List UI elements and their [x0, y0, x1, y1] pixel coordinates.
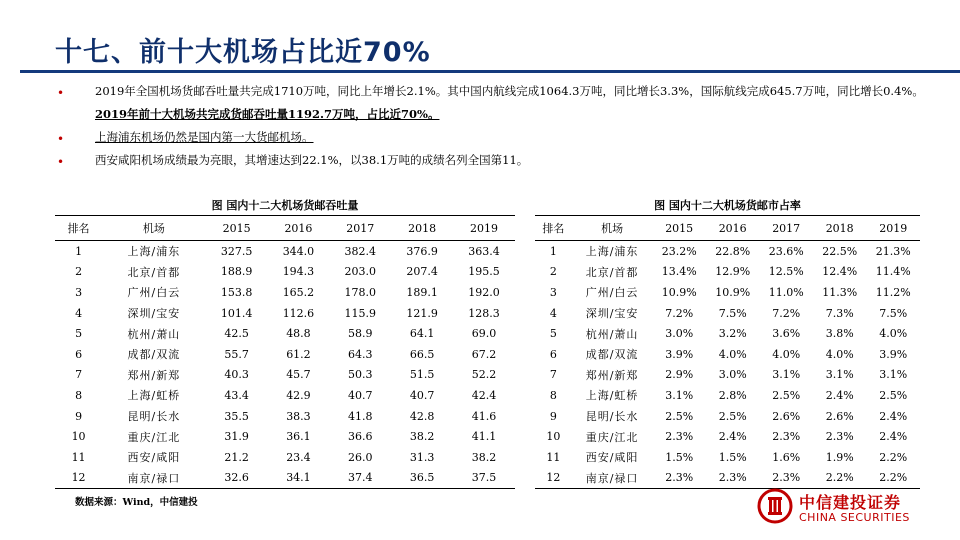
value-cell: 36.5 [391, 468, 453, 489]
value-cell: 178.0 [344, 285, 377, 299]
table-row [535, 365, 920, 386]
value-cell: 2.3% [825, 430, 854, 444]
rank-cell: 6 [549, 347, 557, 361]
rank-cell: 8 [75, 388, 83, 402]
airport-name-cell: 昆明/长水 [127, 410, 181, 424]
table-row [55, 303, 515, 324]
table-row [55, 323, 515, 344]
table-caption: 图 国内十二大机场货邮市占率 [654, 199, 801, 212]
value-cell: 12.5% [768, 265, 804, 279]
value-cell: 23.6% [768, 244, 804, 258]
value-cell: 1.9% [825, 450, 854, 464]
value-cell: 2.5% [879, 388, 908, 402]
value-cell: 66.5 [409, 347, 435, 361]
column-header: 2019 [866, 216, 920, 241]
value-cell: 189.1 [406, 285, 438, 299]
value-cell: 2.3% [759, 468, 813, 489]
rank-cell: 10 [546, 430, 561, 444]
table-row [535, 262, 920, 283]
value-cell: 11.2% [875, 285, 911, 299]
rank-cell: 2 [549, 265, 557, 279]
value-cell: 67.2 [471, 347, 497, 361]
table-row [55, 365, 515, 386]
value-cell: 1.5% [718, 450, 747, 464]
table-row [55, 344, 515, 365]
value-cell: 2.2% [866, 468, 920, 489]
table-row [535, 303, 920, 324]
bullet-1-text: 2019年全国机场货邮吞吐量共完成1710万吨，同比上年增长2.1%。其中国内航线完成1064.3万吨，同比增长3.3%，国际航线完成645.7万吨，同比增长0.4%。 [95, 84, 924, 98]
value-cell: 192.0 [468, 285, 500, 299]
value-cell: 2.6% [825, 409, 854, 423]
airport-name-cell: 郑州/新郑 [127, 368, 181, 382]
table-row [535, 241, 920, 262]
value-cell: 52.2 [471, 368, 497, 382]
value-cell: 45.7 [286, 368, 311, 382]
value-cell: 128.3 [468, 306, 500, 320]
table-row [55, 406, 515, 427]
value-cell: 4.0% [718, 347, 747, 361]
rank-cell: 11 [546, 450, 561, 464]
column-header: 2015 [206, 216, 268, 241]
airport-name-cell: 昆明/长水 [585, 410, 639, 424]
airport-name-cell: 南京/禄口 [102, 468, 206, 489]
bullet-2-text: 上海浦东机场仍然是国内第一大货邮机场。 [95, 130, 314, 144]
logo-chinese-name: 中信建投证券 [799, 493, 902, 512]
value-cell: 4.0% [825, 347, 854, 361]
column-header: 排名 [535, 216, 572, 241]
table-row [535, 344, 920, 365]
value-cell: 2.9% [665, 368, 694, 382]
value-cell: 3.6% [772, 327, 801, 341]
table-row [535, 406, 920, 427]
airport-name-cell: 北京/首都 [127, 265, 181, 279]
value-cell: 3.1% [879, 368, 908, 382]
value-cell: 3.8% [825, 327, 854, 341]
column-header: 机场 [102, 216, 206, 241]
value-cell: 50.3 [348, 368, 373, 382]
value-cell: 11.0% [768, 285, 804, 299]
table-row [535, 323, 920, 344]
company-logo [757, 488, 927, 528]
table-caption: 图 国内十二大机场货邮吞吐量 [211, 199, 359, 212]
value-cell: 69.0 [471, 327, 497, 341]
table-row [55, 282, 515, 303]
title-divider [20, 70, 960, 73]
value-cell: 7.3% [825, 306, 854, 320]
value-cell: 376.9 [406, 244, 438, 258]
value-cell: 7.2% [665, 306, 694, 320]
value-cell: 41.6 [471, 409, 497, 423]
rank-cell: 10 [71, 430, 86, 444]
rank-cell: 7 [549, 368, 557, 382]
value-cell: 2.4% [825, 388, 854, 402]
value-cell: 2.2% [813, 468, 867, 489]
value-cell: 22.5% [822, 244, 858, 258]
table-header-row [55, 216, 515, 241]
value-cell: 2.6% [772, 409, 801, 423]
value-cell: 61.2 [286, 347, 311, 361]
rank-cell: 5 [549, 327, 557, 341]
value-cell: 4.0% [879, 327, 908, 341]
rank-cell: 11 [71, 450, 86, 464]
value-cell: 344.0 [282, 244, 315, 258]
column-header: 2016 [706, 216, 760, 241]
page-title: 十七、前十大机场占比近70% [55, 37, 431, 68]
value-cell: 11.3% [822, 285, 858, 299]
rank-cell: 9 [549, 409, 557, 423]
bullet-item-1 [55, 80, 925, 126]
value-cell: 31.9 [224, 430, 249, 444]
cargo-volume-table [55, 215, 515, 489]
table-row [535, 282, 920, 303]
rank-cell: 8 [549, 388, 557, 402]
airport-name-cell: 南京/禄口 [572, 468, 653, 489]
value-cell: 13.4% [661, 265, 697, 279]
value-cell: 3.1% [772, 368, 801, 382]
bullet-dot-icon: • [57, 132, 65, 146]
value-cell: 2.3% [665, 430, 694, 444]
airport-name-cell: 上海/虹桥 [585, 389, 639, 403]
column-header: 2016 [268, 216, 330, 241]
airport-name-cell: 广州/白云 [585, 286, 639, 300]
value-cell: 37.4 [329, 468, 391, 489]
rank-cell: 1 [75, 244, 83, 258]
column-header: 2017 [759, 216, 813, 241]
value-cell: 35.5 [224, 409, 249, 423]
column-header: 2015 [652, 216, 706, 241]
value-cell: 38.3 [286, 409, 311, 423]
value-cell: 2.8% [718, 388, 747, 402]
data-source-note: 数据来源：Wind，中信建投 [75, 497, 198, 508]
value-cell: 48.8 [286, 327, 311, 341]
value-cell: 12.9% [715, 265, 751, 279]
rank-cell: 6 [75, 347, 83, 361]
value-cell: 101.4 [220, 306, 253, 320]
value-cell: 42.4 [471, 388, 497, 402]
value-cell: 21.3% [875, 244, 911, 258]
rank-cell: 2 [75, 265, 83, 279]
value-cell: 7.2% [772, 306, 801, 320]
value-cell: 11.4% [875, 265, 911, 279]
table-row [55, 447, 515, 468]
value-cell: 2.4% [718, 430, 747, 444]
value-cell: 203.0 [344, 265, 377, 279]
value-cell: 36.6 [348, 430, 373, 444]
airport-name-cell: 西安/咸阳 [127, 451, 181, 465]
rank-cell: 1 [549, 244, 557, 258]
value-cell: 42.8 [409, 409, 435, 423]
airport-name-cell: 杭州/萧山 [585, 327, 639, 341]
value-cell: 2.4% [879, 409, 908, 423]
column-header: 2018 [813, 216, 867, 241]
value-cell: 22.8% [715, 244, 751, 258]
column-header: 2019 [453, 216, 515, 241]
airport-name-cell: 深圳/宝安 [585, 307, 639, 321]
value-cell: 1.5% [665, 450, 694, 464]
airport-name-cell: 成都/双流 [127, 348, 181, 362]
rank-cell: 5 [75, 327, 83, 341]
value-cell: 3.0% [718, 368, 747, 382]
cargo-volume-table-panel [55, 197, 515, 489]
value-cell: 115.9 [344, 306, 377, 320]
value-cell: 188.9 [220, 265, 253, 279]
airport-name-cell: 上海/浦东 [127, 245, 181, 259]
value-cell: 41.8 [348, 409, 373, 423]
airport-name-cell: 重庆/江北 [127, 430, 181, 444]
table-row [55, 426, 515, 447]
bullet-list [55, 80, 925, 172]
logo-english-name: CHINA SECURITIES [799, 511, 910, 524]
value-cell: 363.4 [468, 244, 500, 258]
value-cell: 12.4% [822, 265, 858, 279]
value-cell: 23.4 [286, 450, 311, 464]
value-cell: 10.9% [661, 285, 697, 299]
value-cell: 3.1% [825, 368, 854, 382]
airport-name-cell: 上海/浦东 [585, 245, 639, 259]
value-cell: 195.5 [468, 265, 500, 279]
market-share-table [535, 215, 920, 489]
value-cell: 2.5% [772, 388, 801, 402]
table-header-row [535, 216, 920, 241]
value-cell: 23.2% [661, 244, 697, 258]
value-cell: 2.5% [665, 409, 694, 423]
value-cell: 37.5 [453, 468, 515, 489]
value-cell: 36.1 [286, 430, 311, 444]
value-cell: 3.2% [718, 327, 747, 341]
column-header: 机场 [572, 216, 653, 241]
value-cell: 64.3 [348, 347, 373, 361]
value-cell: 2.2% [879, 450, 908, 464]
value-cell: 2.3% [652, 468, 706, 489]
table-row [55, 385, 515, 406]
value-cell: 3.0% [665, 327, 694, 341]
value-cell: 32.6 [206, 468, 268, 489]
table-row [535, 385, 920, 406]
value-cell: 34.1 [268, 468, 330, 489]
value-cell: 26.0 [348, 450, 373, 464]
market-share-table-panel [535, 197, 920, 489]
bullet-3-text: 西安咸阳机场成绩最为亮眼，其增速达到22.1%，以38.1万吨的成绩名列全国第11。 [95, 153, 529, 167]
value-cell: 58.9 [348, 327, 373, 341]
rank-cell: 7 [75, 368, 83, 382]
value-cell: 21.2 [224, 450, 249, 464]
airport-name-cell: 上海/虹桥 [127, 389, 181, 403]
value-cell: 38.2 [409, 430, 435, 444]
value-cell: 42.9 [286, 388, 311, 402]
table-row [55, 468, 515, 489]
rank-cell: 4 [75, 306, 83, 320]
bullet-dot-icon: • [57, 86, 65, 100]
rank-cell: 3 [549, 285, 557, 299]
rank-cell: 12 [535, 468, 572, 489]
value-cell: 165.2 [282, 285, 315, 299]
column-header: 2017 [329, 216, 391, 241]
value-cell: 3.1% [665, 388, 694, 402]
value-cell: 2.4% [879, 430, 908, 444]
value-cell: 2.3% [706, 468, 760, 489]
value-cell: 207.4 [406, 265, 438, 279]
column-header: 排名 [55, 216, 102, 241]
value-cell: 42.5 [224, 327, 249, 341]
value-cell: 2.3% [772, 430, 801, 444]
value-cell: 1.6% [772, 450, 801, 464]
table-row [55, 262, 515, 283]
citic-logo-icon [757, 488, 793, 524]
value-cell: 327.5 [220, 244, 253, 258]
airport-name-cell: 郑州/新郑 [585, 368, 639, 382]
bullet-1-highlight: 2019年前十大机场共完成货邮吞吐量1192.7万吨，占比近70%。 [95, 107, 440, 121]
value-cell: 194.3 [282, 265, 315, 279]
airport-name-cell: 广州/白云 [127, 286, 181, 300]
rank-cell: 12 [55, 468, 102, 489]
bullet-dot-icon: • [57, 155, 65, 169]
value-cell: 51.5 [409, 368, 435, 382]
value-cell: 31.3 [409, 450, 435, 464]
bullet-item-3 [55, 149, 925, 172]
table-row [535, 468, 920, 489]
value-cell: 7.5% [718, 306, 747, 320]
rank-cell: 9 [75, 409, 83, 423]
airport-name-cell: 重庆/江北 [585, 430, 639, 444]
value-cell: 64.1 [409, 327, 435, 341]
value-cell: 41.1 [471, 430, 497, 444]
airport-name-cell: 北京/首都 [585, 265, 639, 279]
value-cell: 40.7 [409, 388, 435, 402]
value-cell: 2.5% [718, 409, 747, 423]
table-row [55, 241, 515, 262]
value-cell: 4.0% [772, 347, 801, 361]
value-cell: 40.3 [224, 368, 249, 382]
value-cell: 121.9 [406, 306, 438, 320]
airport-name-cell: 杭州/萧山 [127, 327, 181, 341]
bullet-item-2 [55, 126, 925, 149]
airport-name-cell: 成都/双流 [585, 348, 639, 362]
value-cell: 7.5% [879, 306, 908, 320]
airport-name-cell: 西安/咸阳 [585, 451, 639, 465]
airport-name-cell: 深圳/宝安 [127, 307, 181, 321]
table-row [535, 426, 920, 447]
table-row [535, 447, 920, 468]
rank-cell: 4 [549, 306, 557, 320]
rank-cell: 3 [75, 285, 83, 299]
value-cell: 3.9% [665, 347, 694, 361]
value-cell: 10.9% [715, 285, 751, 299]
value-cell: 3.9% [879, 347, 908, 361]
value-cell: 55.7 [224, 347, 249, 361]
value-cell: 43.4 [224, 388, 249, 402]
value-cell: 382.4 [344, 244, 377, 258]
value-cell: 112.6 [282, 306, 315, 320]
column-header: 2018 [391, 216, 453, 241]
value-cell: 38.2 [471, 450, 497, 464]
value-cell: 153.8 [220, 285, 253, 299]
value-cell: 40.7 [348, 388, 373, 402]
